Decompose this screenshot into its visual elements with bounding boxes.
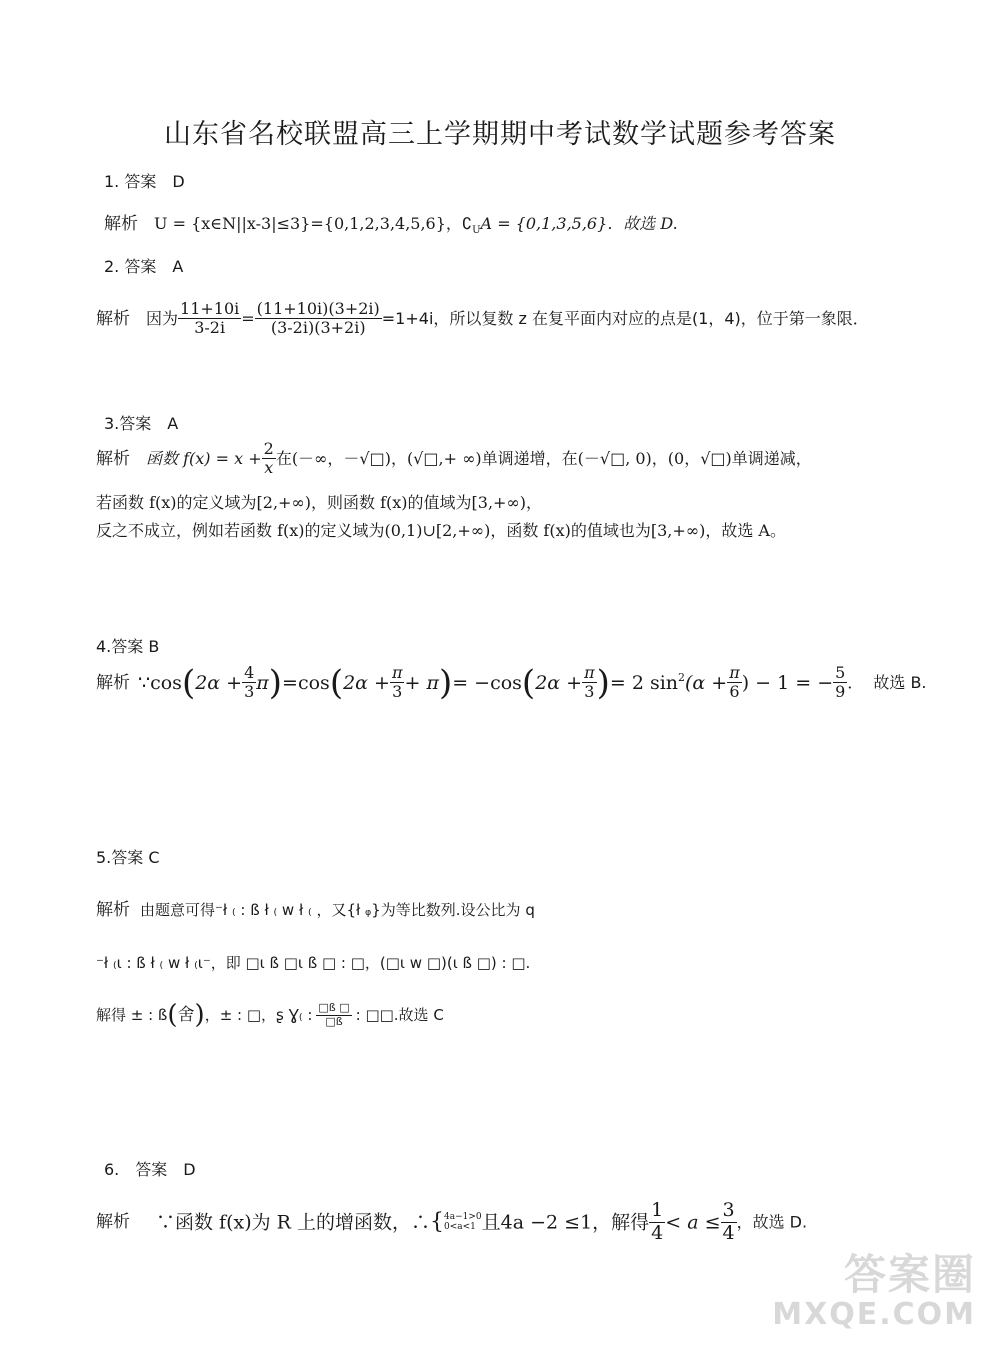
q4-f5-num: 5 — [835, 663, 846, 682]
q3-line2: 若函数 f(x)的定义域为[2,+∞)，则函数 f(x)的值域为[3,+∞)， — [96, 493, 543, 512]
q1-text2: A = {0,1,3,5,6}．故选 D. — [480, 214, 678, 233]
q1-text: U = {x∈N||x-3|≤3}={0,1,2,3,4,5,6}，∁ — [154, 214, 473, 233]
q4-f3-num-pi: π — [584, 663, 595, 682]
q2-f2-num: (11+10i)(3+2i) — [256, 299, 380, 318]
q4-end: ． — [847, 672, 864, 692]
q4-f1-num: 4 — [244, 663, 255, 682]
q6-f1-den: 4 — [651, 1221, 664, 1244]
q3-pre: 函数 f(x) = x + — [146, 448, 262, 468]
q5-line1: 由题意可得⁻ł ₍ : ß ł ₍ w ł ₍ ，又{ł ᵩ}为等比数列.设公比为 q — [140, 901, 535, 919]
q4-paren-close-3: ) — [596, 662, 610, 703]
q6-end: ，故选 D. — [736, 1212, 808, 1232]
q6-mid: 且4a −2 ≤1，解得 — [481, 1211, 650, 1234]
q1-explanation — [104, 214, 984, 241]
q3-post: 在(－∞，－√□)，(√□,+ ∞)单调递增，在(－√□, 0)，(0，√□)单调递减， — [275, 448, 812, 468]
q4-fraction-4 — [727, 664, 742, 702]
q4-cos-2: cos — [297, 671, 330, 694]
q4-paren-close-2: ) — [438, 662, 453, 703]
q2-f2-den: (3-2i)(3+2i) — [270, 318, 366, 338]
q6-f1-num: 1 — [651, 1199, 664, 1221]
q2-pre: 因为 — [146, 308, 179, 328]
q6-answer — [104, 1160, 984, 1180]
q4-because: ∵ — [138, 671, 151, 694]
q5-answer: 5.答案 C — [96, 848, 160, 867]
q3-f-den: x — [264, 458, 274, 478]
q4-f5-den: 9 — [835, 682, 846, 702]
q5-label: 解析 — [96, 900, 130, 920]
q1-answer: 1. 答案 D — [104, 172, 185, 191]
q6-label: 解析 — [96, 1212, 130, 1233]
q5-line2: ⁻ł ₍ɩ : ß ł ₍ w ł ₍ɩ⁻，即 □ɩ ß □ɩ ß □ : □，(□ɩ w □)(ɩ ß □) : □. — [96, 954, 531, 972]
q6-brace: { — [430, 1209, 444, 1235]
q3-explanation — [96, 440, 976, 486]
q6-header: 6. 答案 D — [104, 1160, 196, 1179]
q4-two-alpha-3: 2α + — [535, 671, 583, 694]
q4-explanation — [96, 664, 976, 716]
q6-cond2: 0<a<1 — [444, 1222, 476, 1233]
q4-cos-1: cos — [150, 671, 182, 694]
q4-f4-num: π — [729, 663, 740, 682]
q4-f2-num: π — [391, 663, 403, 682]
q3-answer: 3.答案 A — [104, 414, 179, 433]
q2-fraction-2 — [255, 300, 382, 338]
q4-answer: 4.答案 B — [96, 637, 160, 656]
q4-choice: 故选 B. — [873, 672, 927, 692]
q6-cond1: 4a−1>0 — [444, 1212, 482, 1223]
q2-label: 解析 — [96, 308, 130, 329]
document-title: 山东省名校联盟高三上学期期中考试数学试题参考答案 — [164, 119, 836, 150]
q6-pre: ∵函数 f(x)为 R 上的增函数，∴ — [156, 1211, 430, 1234]
q2-f1-num: 11+10i — [180, 299, 240, 318]
q4-eq: = — [282, 671, 298, 694]
q4-label: 解析 — [96, 672, 130, 693]
q5-paren-close: ) — [194, 1000, 205, 1031]
q6-f2-num: 3 — [722, 1199, 735, 1221]
q4-paren-open-3: ( — [521, 662, 536, 703]
q1-label: 解析 — [104, 214, 138, 234]
q4-paren-alpha: (α + — [685, 671, 728, 694]
q6-conditions — [444, 1212, 482, 1232]
watermark-logo — [772, 1242, 982, 1332]
q2-eq: = — [241, 308, 255, 328]
q5-she: 舍 — [177, 1005, 195, 1026]
q4-square: 2 — [678, 671, 686, 685]
q5-f-den: □ß — [325, 1014, 343, 1028]
q5-fraction — [316, 1002, 351, 1028]
q6-fraction-2 — [721, 1200, 737, 1245]
q2-explanation — [96, 300, 976, 344]
q4-fraction-2 — [390, 664, 405, 702]
q4-neg-cos: = −cos — [452, 671, 522, 694]
q4-fraction-1 — [242, 664, 256, 702]
q4-f4-den: 6 — [729, 682, 740, 702]
q5-line3-end: : □□.故选 C — [355, 1006, 444, 1025]
q6-f2-den: 4 — [722, 1221, 735, 1244]
q2-answer: 2. 答案 A — [104, 257, 184, 276]
q4-plus-pi: + π — [404, 671, 439, 694]
q5-line3-post: ，± : □，ʂ Ɣ₍ : — [204, 1006, 313, 1025]
q4-tail: ) − 1 = − — [741, 671, 834, 694]
q4-paren-close-1: ) — [268, 662, 283, 703]
q5-explanation-line1 — [96, 900, 976, 920]
q4-pi: π — [256, 671, 269, 694]
q4-two-alpha-2: 2α + — [343, 671, 390, 694]
watermark-bottom-text: MXQE.COM — [772, 1297, 976, 1332]
q1-subscript: U — [472, 225, 481, 237]
q2-post: =1+4i，所以复数 z 在复平面内对应的点是(1，4)，位于第一象限． — [381, 308, 869, 328]
q5-f-num: □ß □ — [318, 1001, 350, 1014]
q4-f2-den: 3 — [392, 682, 403, 702]
q5-paren-open: ( — [167, 1000, 178, 1031]
q3-fraction — [262, 440, 276, 478]
q4-fraction-5 — [833, 664, 847, 702]
watermark-top-text: 答案圈 — [843, 1250, 976, 1299]
q4-two-alpha-1: 2α + — [195, 671, 243, 694]
q6-ineq: < a ≤ — [665, 1211, 721, 1234]
q5-line3 — [96, 1002, 976, 1036]
q3-label: 解析 — [96, 448, 130, 469]
q4-fraction-3 — [582, 664, 597, 702]
q4-paren-open-1: ( — [181, 662, 196, 703]
q2-fraction-1 — [178, 300, 241, 338]
q4-f3-den-3: 3 — [584, 682, 595, 702]
q6-fraction-1 — [649, 1200, 665, 1245]
q4-paren-open-2: ( — [329, 662, 344, 703]
q2-f1-den: 3-2i — [194, 318, 226, 338]
q5-line3-pre: 解得 ± : ß — [96, 1006, 168, 1025]
q4-mid: = 2 sin — [609, 671, 679, 694]
q4-f1-den: 3 — [244, 682, 255, 702]
q3-line3: 反之不成立，例如若函数 f(x)的定义域为(0,1)∪[2,+∞)，函数 f(x)的值域也为[3,+∞)，故选 A。 — [96, 521, 786, 540]
q3-f-num: 2 — [263, 439, 274, 458]
